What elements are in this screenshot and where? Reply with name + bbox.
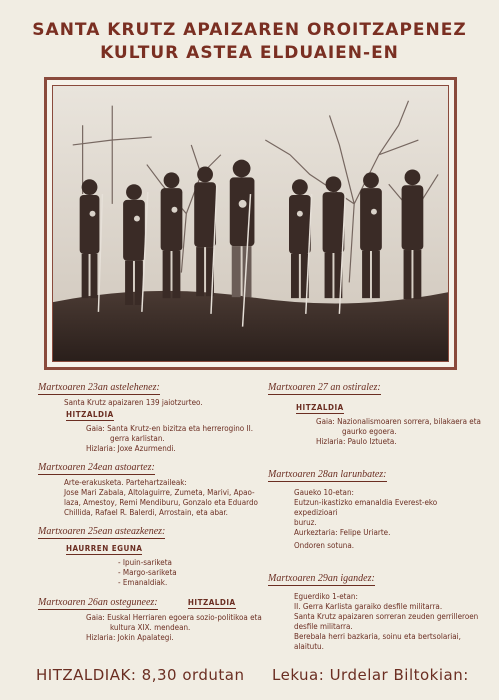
program-left-column: [38, 382, 264, 651]
event-march-28: [268, 469, 483, 551]
historical-photo-guerrilla-group: [52, 85, 449, 362]
event-line: Jose Mari Zabala, Altolaguirre, Zumeta, Marivi, Apao-: [64, 488, 255, 497]
event-line: kultura XIX. mendean.: [110, 623, 191, 632]
day-heading: Martxoaren 27 an ostiralez:: [268, 382, 381, 393]
event-line: Santa Krutz apaizaren sorreran zeuden gerrilleroen: [294, 612, 479, 621]
day-heading: Martxoaren 25ean asteazkenez:: [38, 526, 166, 537]
event-line: - Emanaldiak.: [118, 578, 168, 587]
event-line: Gaia: Nazionalismoaren sorrera, bilakaera eta: [316, 417, 481, 426]
program-right-column: [268, 382, 483, 660]
event-line: desfile militarra.: [294, 622, 353, 631]
event-speaker: Hizlaria: Jokin Apalategi.: [86, 633, 174, 642]
event-tag: HAURREN EGUNA: [66, 544, 143, 553]
event-line: II. Gerra Karlista garaiko desfile militarra.: [294, 602, 443, 611]
event-line: buruz.: [294, 518, 317, 527]
poster-title-line-2: KULTUR ASTEA ELDUAIEN-EN: [100, 43, 399, 63]
event-speaker: Hizlaria: Paulo Iztueta.: [316, 437, 397, 446]
day-heading: Martxoaren 24ean astoartez:: [38, 462, 155, 473]
event-tag: HITZALDIA: [187, 598, 236, 607]
event-line: - Margo-sariketa: [118, 568, 177, 577]
event-line: Arte-erakusketa. Partehartzaileak:: [64, 478, 187, 487]
photo-frame: [44, 77, 457, 370]
event-tag: HITZALDIA: [296, 403, 344, 412]
event-line: gaurko egoera.: [342, 427, 397, 436]
event-line: Berebala herri bazkaria, soinu eta bertsolariai, alaitutu.: [294, 632, 461, 651]
event-speaker: Hizlaria: Joxe Azurmendi.: [86, 444, 176, 453]
venue: Lekua: Urdelar Biltokian:: [272, 666, 469, 684]
event-line: Aurkeztaria: Felipe Uriarte.: [294, 528, 391, 537]
event-march-25: [38, 526, 264, 588]
lectures-time: HITZALDIAK: 8,30 ordutan: [36, 666, 245, 684]
event-line: Gaia: Santa Krutz-en bizitza eta herrerogino II.: [86, 424, 254, 433]
event-march-23: [38, 382, 264, 454]
event-line: Gaueko 10-etan:: [294, 488, 354, 497]
event-march-26: [38, 596, 264, 643]
event-line: - Ipuin-sariketa: [118, 558, 172, 567]
event-tag: HITZALDIA: [66, 410, 114, 419]
event-line: Gaia: Euskal Herriaren egoera sozio-politikoa eta: [86, 613, 262, 622]
day-heading: Martxoaren 28an larunbatez:: [268, 469, 387, 480]
poster-title-line-1: SANTA KRUTZ APAIZAREN OROITZAPENEZ: [32, 20, 467, 40]
event-march-27: [268, 382, 483, 447]
event-line: gerra karlistan.: [110, 434, 165, 443]
event-line: Eutzun-ikastizko emanaldia Everest-eko expedizioari: [294, 498, 438, 517]
event-line: Ondoren sotuna.: [294, 541, 355, 550]
event-march-29: [268, 573, 483, 652]
event-march-24: [38, 462, 264, 518]
day-heading: Martxoaren 23an astelehenez:: [38, 382, 160, 393]
event-line: Santa Krutz apaizaren 139 jaiotzurteo.: [64, 398, 203, 407]
event-line: Chillida, Rafael R. Balerdi, Arrostain, eta abar.: [64, 508, 228, 517]
day-heading: Martxoaren 26an osteguneez:: [38, 597, 158, 608]
event-line: laza, Amestoy, Remi Mendiburu, Gonzalo eta Eduardo: [64, 498, 258, 507]
event-line: Eguerdiko 1-etan:: [294, 592, 358, 601]
day-heading: Martxoaren 29an igandez:: [268, 573, 375, 584]
